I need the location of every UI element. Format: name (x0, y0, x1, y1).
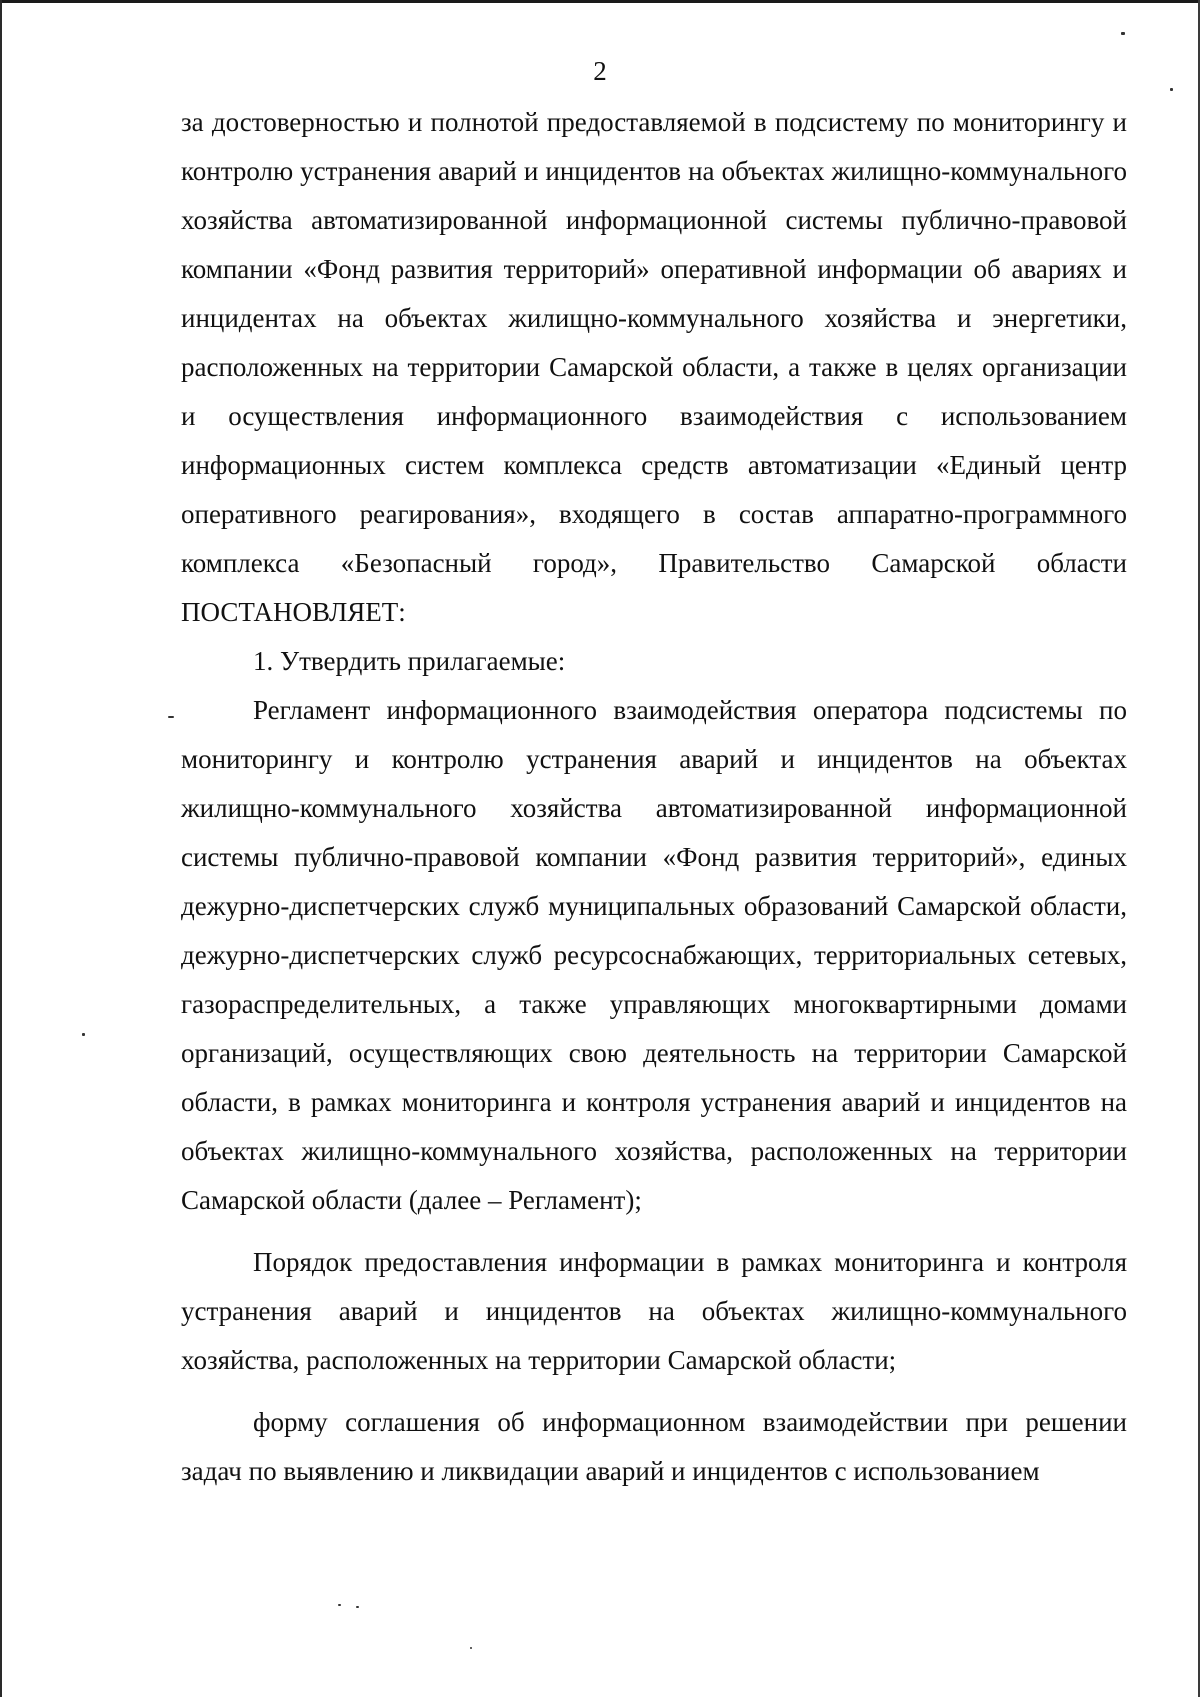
page-number: 2 (593, 56, 607, 86)
scan-speck (338, 1604, 341, 1606)
paragraph-procedure: Порядок предоставления информации в рамках мониторинга и контроля устранения аварий и инцидентов на объектах жилищно-коммунального хозяйства, расположенных на территории Самарской области; (181, 1247, 1127, 1375)
scan-speck (356, 1606, 359, 1608)
document-body (181, 98, 1127, 1496)
scan-top-edge (0, 0, 1200, 3)
scan-speck (470, 1647, 472, 1649)
scan-speck (168, 716, 174, 718)
scan-speck (82, 1033, 85, 1036)
scan-speck (1121, 32, 1125, 35)
paragraph-decree-item: 1. Утвердить прилагаемые: (253, 646, 566, 676)
paragraph-agreement-form: форму соглашения об информационном взаимодействии при решении задач по выявлению и ликвидации аварий и инцидентов с использованием (181, 1407, 1127, 1486)
paragraph-regulation: Регламент информационного взаимодействия оператора подсистемы по мониторингу и контролю устранения аварий и инцидентов на объектах жилищно-коммунального хозяйства автоматизированной информационной системы публично-правовой компании «Фонд развития территорий», единых дежурно-диспетчерских служб муниципальных образований Самарской области, дежурно-диспетчерских служб ресурсоснабжающих, территориальных сетевых, газораспределительных, а также управляющих многоквартирными домами организаций, осуществляющих свою деятельность на территории Самарской области, в рамках мониторинга и контроля устранения аварий и инцидентов на объектах жилищно-коммунального хозяйства, расположенных на территории Самарской области (далее – Регламент); (181, 695, 1127, 1215)
scan-speck (1170, 88, 1173, 91)
paragraph-continuation: за достоверностью и полнотой предоставляемой в подсистему по мониторингу и контролю устранения аварий и инцидентов на объектах жилищно-коммунального хозяйства автоматизированной информационной системы публично-правовой компании «Фонд развития территорий» оперативной информации об авариях и инцидентах на объектах жилищно-коммунального хозяйства и энергетики, расположенных на территории Самарской области, а также в целях организации и осуществления информационного взаимодействия с использованием информационных систем комплекса средств автоматизации «Единый центр оперативного реагирования», входящего в состав аппаратно-программного комплекса «Безопасный город», Правительство Самарской области ПОСТАНОВЛЯЕТ: (181, 107, 1127, 627)
scan-left-edge (0, 0, 2, 1697)
